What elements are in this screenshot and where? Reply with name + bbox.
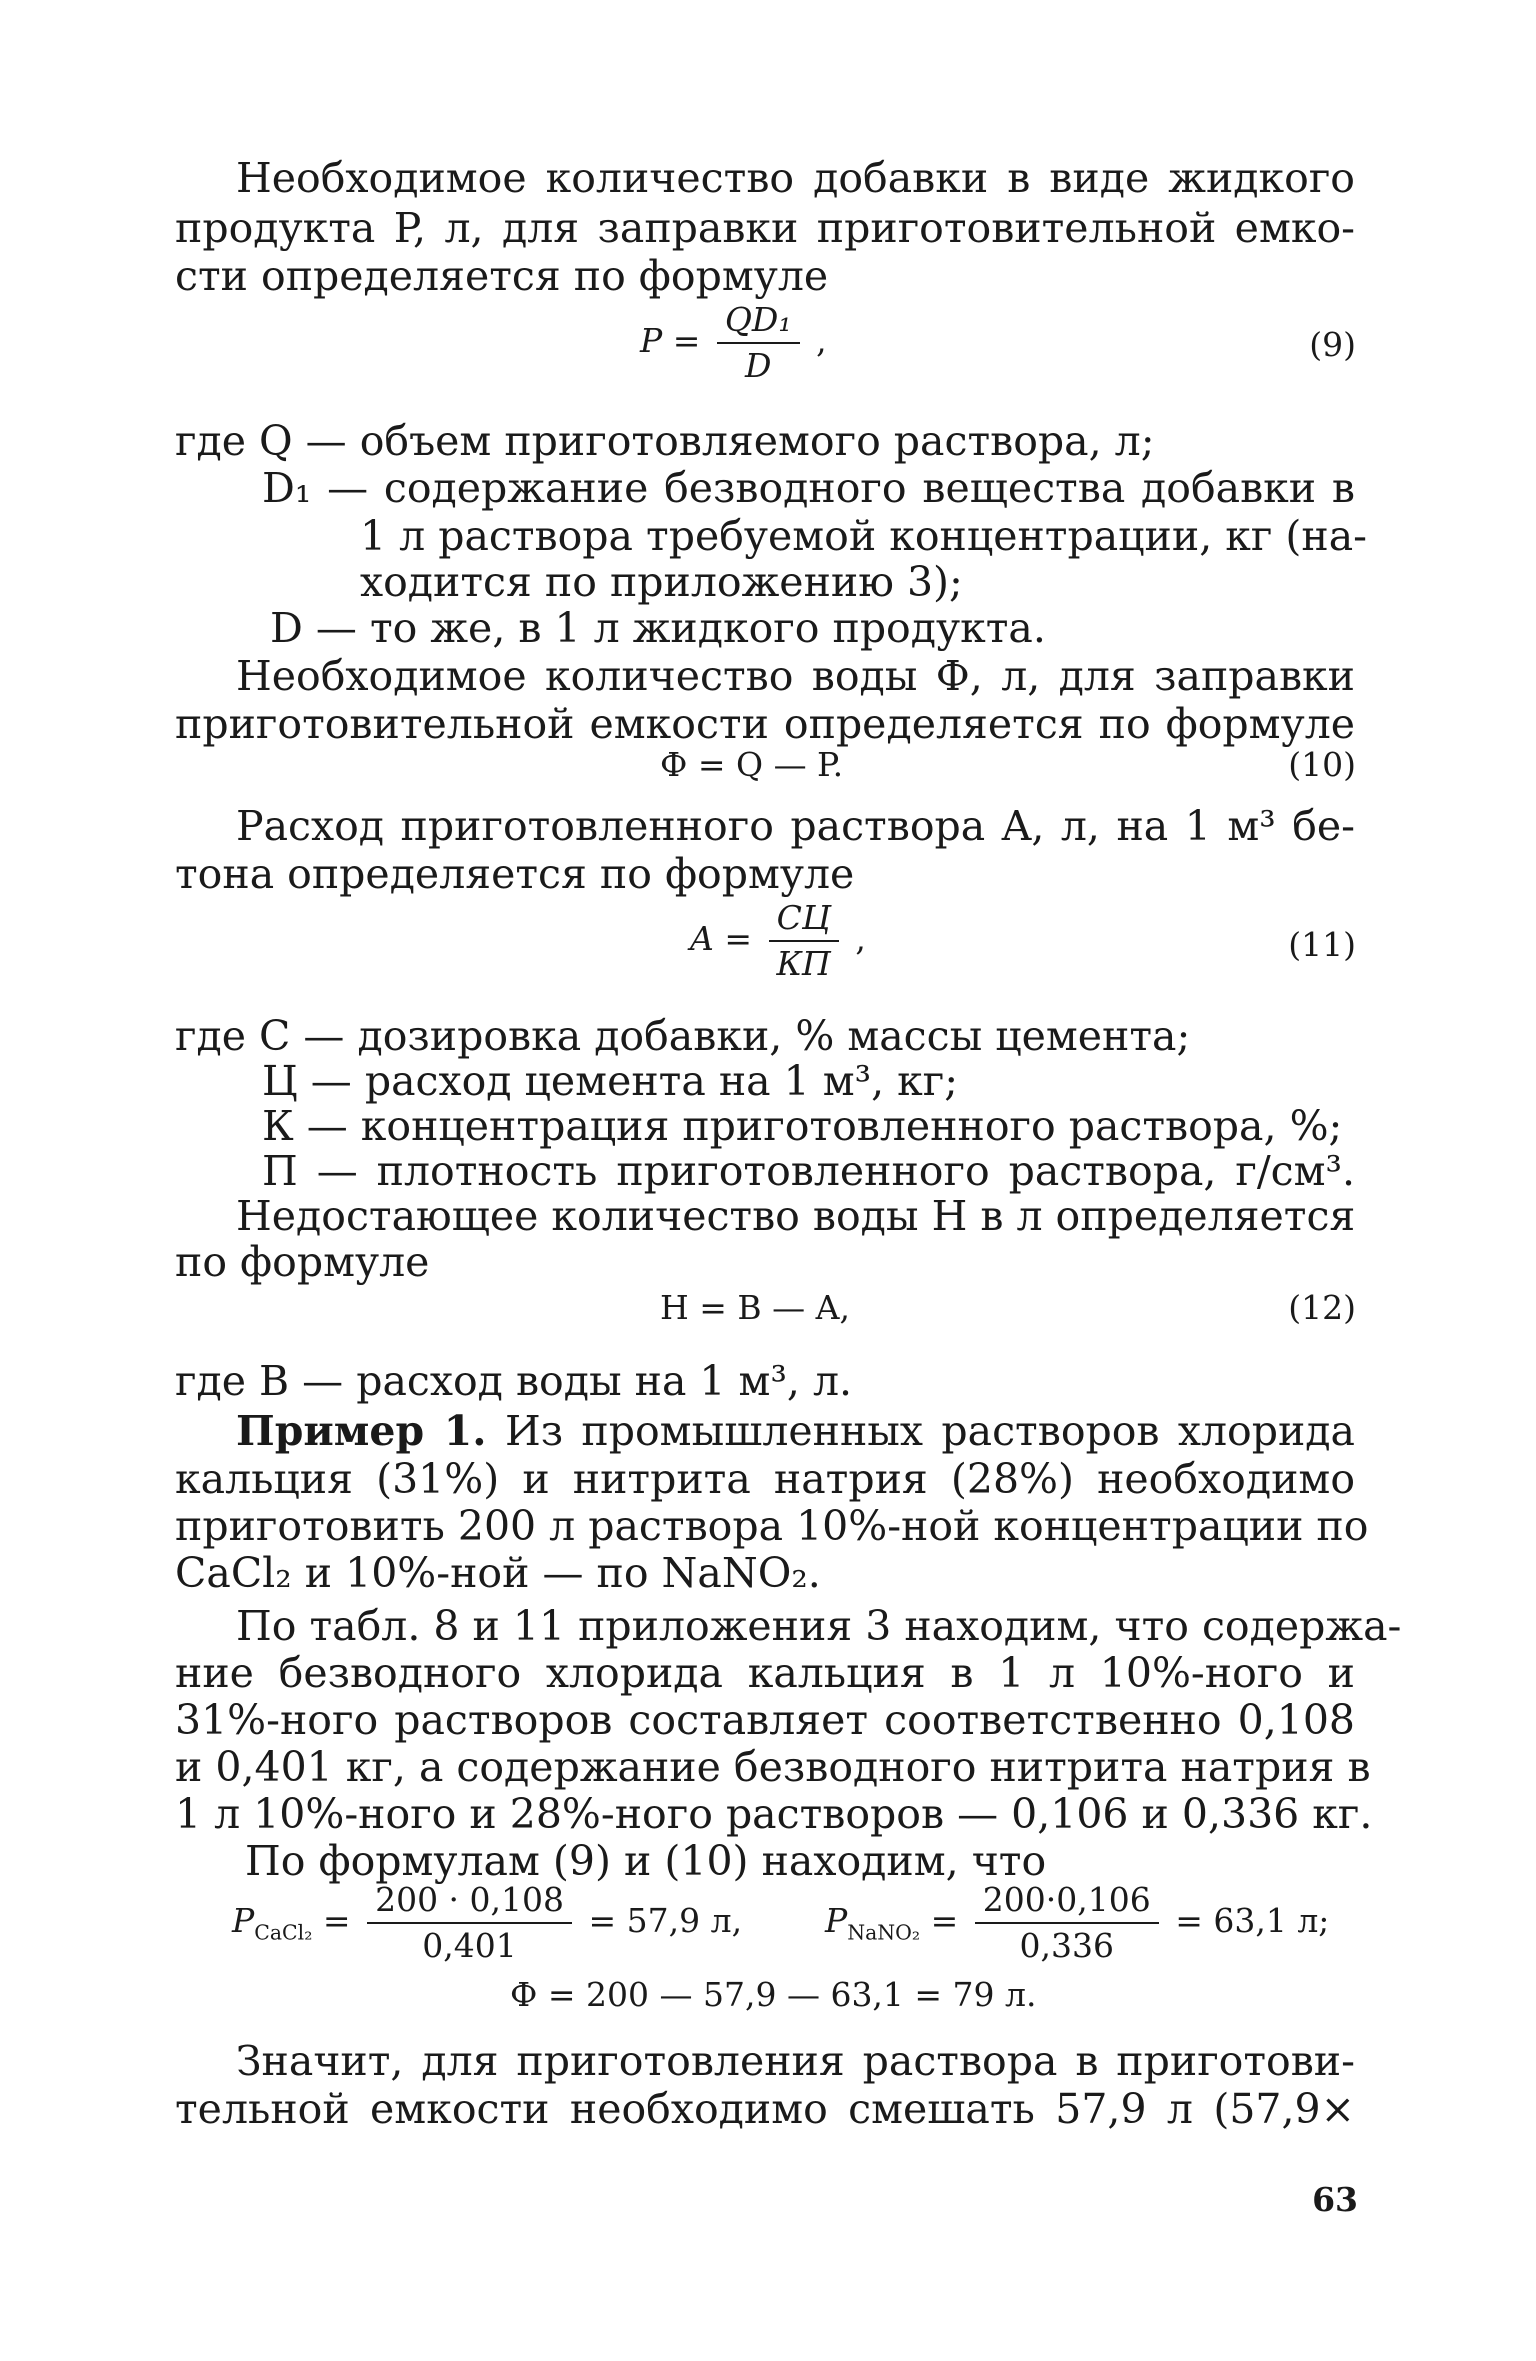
where-line: где Q — объем приготовляемого раствора, л; bbox=[175, 417, 1155, 465]
text-line: ние безводного хлорида кальция в 1 л 10%-ного и bbox=[175, 1649, 1355, 1697]
numerator: СЦ bbox=[769, 898, 839, 942]
formula-tail: , bbox=[855, 919, 866, 958]
text-line: тельной емкости необходимо смешать 57,9 л (57,9× bbox=[175, 2085, 1355, 2133]
text-line: По табл. 8 и 11 приложения 3 находим, что содержа- bbox=[236, 1602, 1402, 1650]
where-line: К — концентрация приготовленного раствора, %; bbox=[262, 1102, 1343, 1150]
where-line: ходится по приложению 3); bbox=[360, 558, 963, 606]
equation-number: (10) bbox=[1288, 745, 1356, 784]
where-line: где C — дозировка добавки, % массы цемента; bbox=[175, 1012, 1191, 1060]
text-line: сти определяется по формуле bbox=[175, 252, 829, 300]
text-line: Недостающее количество воды H в л определяется bbox=[236, 1192, 1356, 1240]
calc-lhs: P bbox=[825, 1901, 848, 1940]
text-line: 31%-ного растворов составляет соответственно 0,108 bbox=[175, 1696, 1355, 1744]
calc-eq: = bbox=[322, 1901, 351, 1940]
formula-9 bbox=[640, 300, 827, 386]
calc-subscript: NaNO₂ bbox=[847, 1920, 921, 1945]
fraction bbox=[768, 898, 838, 984]
text-line: 1 л 10%-ного и 28%-ного растворов — 0,106 и 0,336 кг. bbox=[175, 1790, 1373, 1838]
denominator: D bbox=[745, 346, 772, 385]
calc-result: = 57,9 л, bbox=[588, 1901, 743, 1940]
text-line: CaCl₂ и 10%-ной — по NaNO₂. bbox=[175, 1549, 821, 1597]
fraction bbox=[717, 300, 800, 386]
calc-water: Ф = 200 — 57,9 — 63,1 = 79 л. bbox=[510, 1975, 1037, 2014]
calc-subscript: CaCl₂ bbox=[254, 1920, 313, 1945]
text-line: приготовительной емкости определяется по формуле bbox=[175, 700, 1355, 748]
example-line bbox=[236, 1405, 1355, 1457]
where-line: где B — расход воды на 1 м³, л. bbox=[175, 1357, 853, 1405]
calc-result: = 63,1 л; bbox=[1175, 1901, 1330, 1940]
text-line: и 0,401 кг, а содержание безводного нитрита натрия в bbox=[175, 1743, 1371, 1791]
where-line: Ц — расход цемента на 1 м³, кг; bbox=[262, 1057, 959, 1105]
text-line: Расход приготовленного раствора A, л, на 1 м³ бе- bbox=[236, 802, 1355, 850]
formula-10: Ф = Q — P. bbox=[660, 745, 844, 784]
formula-11 bbox=[690, 898, 866, 984]
equation-number: (12) bbox=[1288, 1288, 1356, 1327]
numerator: 200·0,106 bbox=[975, 1880, 1159, 1924]
text-line: по формуле bbox=[175, 1238, 430, 1286]
equation-number: (11) bbox=[1288, 925, 1356, 964]
calc-nano2 bbox=[825, 1880, 1329, 1966]
calc-eq: = bbox=[930, 1901, 959, 1940]
calc-cacl2 bbox=[232, 1880, 742, 1966]
numerator: QD₁ bbox=[717, 300, 800, 344]
text-line: По формулам (9) и (10) находим, что bbox=[245, 1837, 1047, 1885]
text-line: приготовить 200 л раствора 10%-ной концентрации по bbox=[175, 1502, 1369, 1550]
example-title: Пример 1. bbox=[236, 1407, 487, 1455]
numerator: 200 · 0,108 bbox=[367, 1880, 572, 1924]
where-line: 1 л раствора требуемой концентрации, кг (на- bbox=[360, 512, 1368, 560]
formula-lhs: P = bbox=[640, 321, 701, 360]
denominator: 0,336 bbox=[1019, 1926, 1114, 1965]
text-line: Значит, для приготовления раствора в приготови- bbox=[236, 2037, 1355, 2085]
text-line: Необходимое количество воды Ф, л, для заправки bbox=[236, 652, 1355, 700]
text-line: Необходимое количество добавки в виде жидкого bbox=[236, 154, 1355, 202]
where-line: D — то же, в 1 л жидкого продукта. bbox=[270, 604, 1046, 652]
where-line: П — плотность приготовленного раствора, г/см³. bbox=[262, 1147, 1355, 1195]
page-number: 63 bbox=[1312, 2180, 1358, 2219]
text-line: кальция (31%) и нитрита натрия (28%) необходимо bbox=[175, 1455, 1355, 1503]
formula-lhs: A = bbox=[690, 919, 752, 958]
formula-12: H = B — A, bbox=[660, 1288, 850, 1327]
denominator: 0,401 bbox=[422, 1926, 517, 1965]
text-line: продукта P, л, для заправки приготовительной емко- bbox=[175, 204, 1355, 252]
formula-tail: , bbox=[816, 321, 827, 360]
calc-lhs: P bbox=[232, 1901, 255, 1940]
denominator: КП bbox=[776, 944, 831, 983]
fraction bbox=[367, 1880, 572, 1966]
example-text: Из промышленных растворов хлорида bbox=[504, 1407, 1355, 1455]
text-line: тона определяется по формуле bbox=[175, 850, 855, 898]
fraction bbox=[975, 1880, 1159, 1966]
where-line: D₁ — содержание безводного вещества добавки в bbox=[262, 464, 1355, 512]
equation-number: (9) bbox=[1309, 325, 1356, 364]
